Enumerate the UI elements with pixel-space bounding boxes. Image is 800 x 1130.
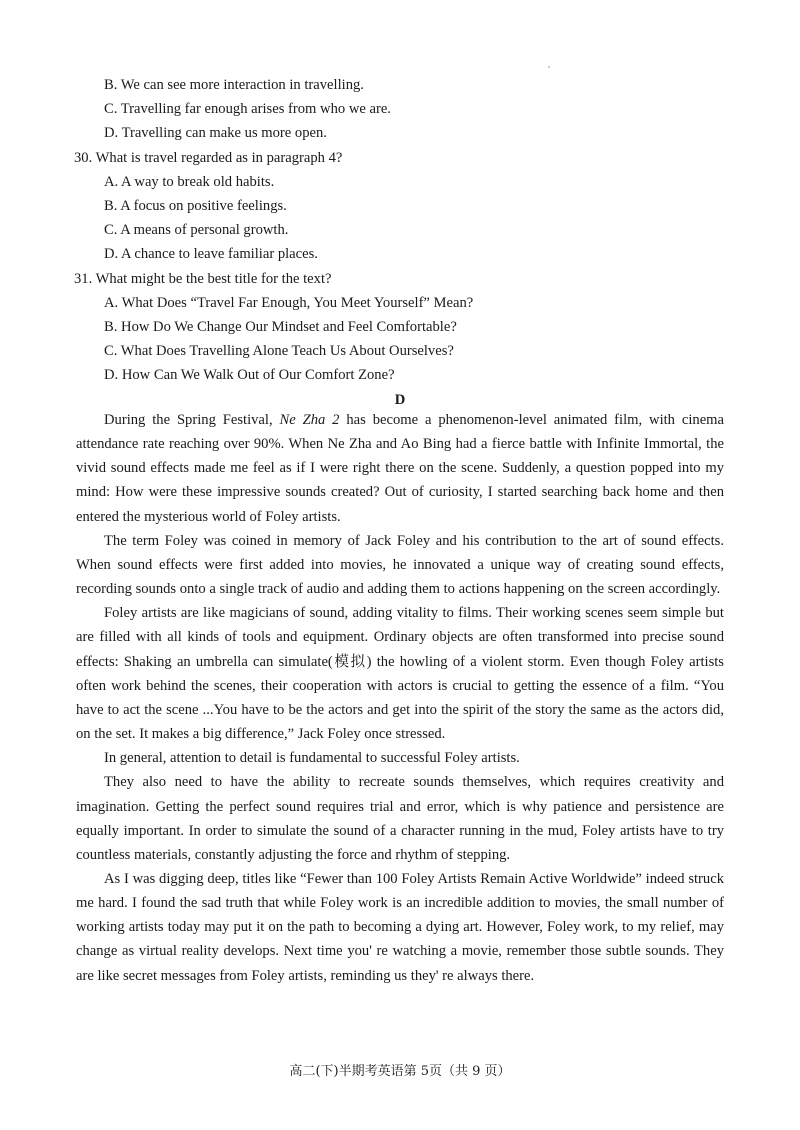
q31-option-a: A. What Does “Travel Far Enough, You Meet Yourself” Mean? <box>104 294 474 311</box>
q31-option-c: C. What Does Travelling Alone Teach Us About Ourselves? <box>104 343 454 360</box>
q31-question: 31. What might be the best title for the text? <box>74 270 332 287</box>
p1-body: has become a phenomenon-level animated film, with cinema attendance rate reaching over 90%. When Ne Zha and Ao Bing had a fierce battle with Infinite Immortal, the vivid sound effects made me feel as if I were right there on the scene. Suddenly, a question popped into my mind: How were these impressive sounds created? Out of curiosity, I started searching back home and then entered the mysterious world of Foley artists. <box>76 412 724 525</box>
scan-speck <box>548 66 550 68</box>
passage-d <box>76 408 724 988</box>
film-title: Ne Zha 2 <box>279 412 340 428</box>
page-footer: 高二(下)半期考英语第 5页（共 9 页） <box>289 1064 511 1079</box>
passage-paragraph-3: Foley artists are like magicians of sound, adding vitality to films. Their working scenes seem simple but are filled with all kinds of tools and equipment. Ordinary objects are often transformed into precise sound effects: Shaking an umbrella can simulate(模拟) the howling of a violent storm. Even though Foley artists often work behind the scenes, their cooperation with actors is crucial to getting the essence of a film. “You have to act the scene ...You have to be the actors and get into the spirit of the story the same as the actors did, on the set. It makes a big difference,” Jack Foley once stressed. <box>76 605 724 743</box>
q31-option-d: D. How Can We Walk Out of Our Comfort Zone? <box>104 367 395 384</box>
passage-paragraph-2: The term Foley was coined in memory of Jack Foley and his contribution to the art of sound effects. When sound effects were first added into movies, he innovated a unique way of creating sound effects, recording sounds onto a single track of audio and adding them to actions happening on the screen accordingly. <box>76 532 724 598</box>
q30-option-b: B. A focus on positive feelings. <box>104 198 287 215</box>
passage-paragraph-6: As I was digging deep, titles like “Fewer than 100 Foley Artists Remain Active Worldwide” indeed struck me hard. I found the sad truth that while Foley work is an incredible addition to movies, the small number of working artists today may put it on the path to becoming a dying art. However, Foley work, to my relief, may change as virtual reality develops. Next time you' re watching a movie, remember those subtle sounds. They are like secret messages from Foley artists, reminding us they' re always there. <box>76 870 724 984</box>
section-d-heading: D <box>394 391 406 408</box>
q30-question: 30. What is travel regarded as in paragraph 4? <box>74 149 343 166</box>
questions-block <box>74 73 734 412</box>
q30-option-a: A. A way to break old habits. <box>104 173 275 190</box>
p1-intro: During the Spring Festival, <box>104 412 280 428</box>
q30-option-c: C. A means of personal growth. <box>104 222 289 239</box>
passage-paragraph-5: They also need to have the ability to recreate sounds themselves, which requires creativity and imagination. Getting the perfect sound requires trial and error, which is why patience and persistence are equally important. In order to simulate the sound of a character running in the mud, Foley artists have to try countless materials, constantly adjusting the force and rhythm of stepping. <box>76 774 724 863</box>
passage-paragraph-4: In general, attention to detail is fundamental to successful Foley artists. <box>104 750 520 767</box>
q31-option-b: B. How Do We Change Our Mindset and Feel Comfortable? <box>104 319 457 336</box>
q30-option-d: D. A chance to leave familiar places. <box>104 246 318 263</box>
q29-option-d: D. Travelling can make us more open. <box>104 125 327 142</box>
q29-option-b: B. We can see more interaction in travelling. <box>104 77 364 93</box>
q29-option-c: C. Travelling far enough arises from who we are. <box>104 101 391 118</box>
passage-paragraph-1 <box>76 408 724 529</box>
